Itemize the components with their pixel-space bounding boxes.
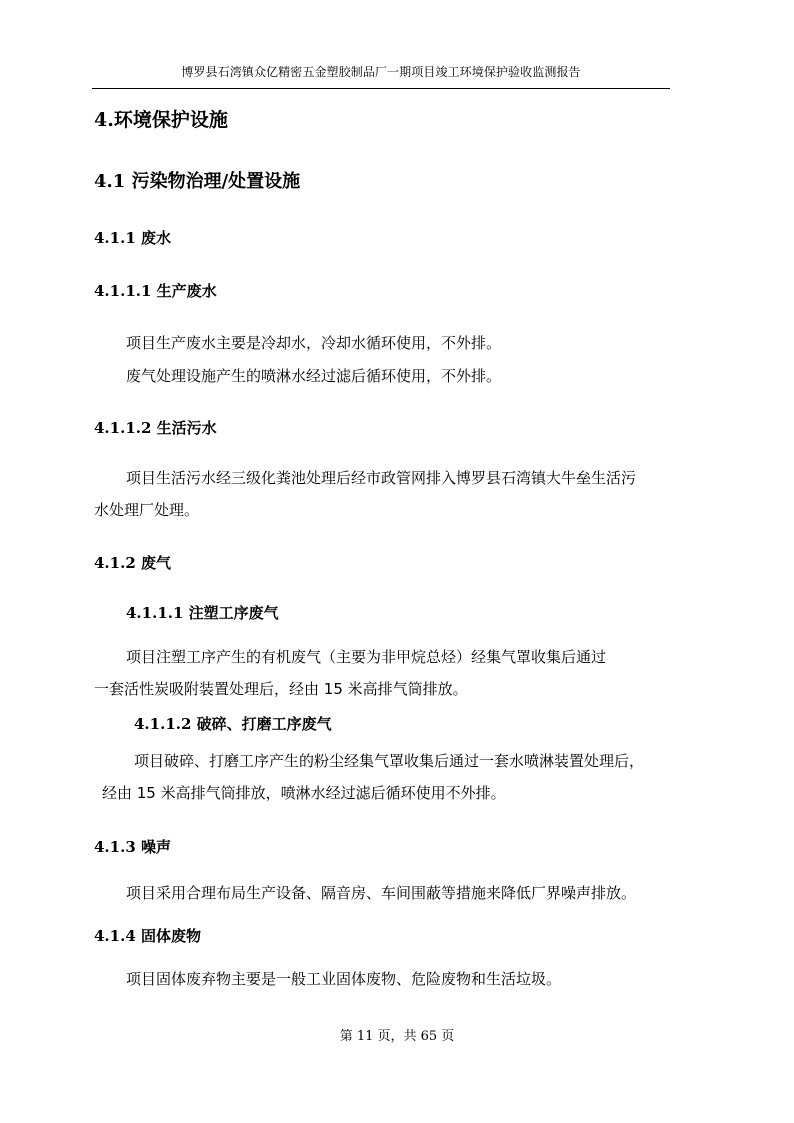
section-title: 4.环境保护设施 xyxy=(94,109,228,131)
paragraph-line: 项目注塑工序产生的有机废气（主要为非甲烷总烃）经集气罩收集后通过 xyxy=(126,648,607,666)
paragraph-line: 项目固体废弃物主要是一般工业固体废物、危险废物和生活垃圾。 xyxy=(126,970,562,988)
paragraph-line: 项目生产废水主要是冷却水，冷却水循环使用，不外排。 xyxy=(126,334,502,352)
wastewater-heading: 4.1.1 废水 xyxy=(94,229,171,247)
paragraph-line: 一套活性炭吸附装置处理后，经由 15 米高排气筒排放。 xyxy=(94,680,468,698)
paragraph-line: 项目生活污水经三级化粪池处理后经市政管网排入博罗县石湾镇大牛垒生活污 xyxy=(126,469,637,487)
page-number: 第 11 页，共 65 页 xyxy=(339,1029,455,1044)
subsection-title: 4.1 污染物治理/处置设施 xyxy=(94,171,301,192)
injection-gas-heading: 4.1.1.1 注塑工序废气 xyxy=(126,604,279,622)
header-divider xyxy=(92,88,670,89)
crushing-gas-heading: 4.1.1.2 破碎、打磨工序废气 xyxy=(134,715,332,733)
waste-gas-heading: 4.1.2 废气 xyxy=(94,554,171,572)
running-header: 博罗县石湾镇众亿精密五金塑胶制品厂一期项目竣工环境保护验收监测报告 xyxy=(181,65,581,79)
domestic-sewage-heading: 4.1.1.2 生活污水 xyxy=(94,419,217,437)
noise-heading: 4.1.3 噪声 xyxy=(94,838,171,856)
paragraph-line: 水处理厂处理。 xyxy=(94,501,200,519)
paragraph-line: 项目采用合理布局生产设备、隔音房、车间围蔽等措施来降低厂界噪声排放。 xyxy=(126,884,637,902)
production-wastewater-heading: 4.1.1.1 生产废水 xyxy=(94,282,217,300)
paragraph-line: 项目破碎、打磨工序产生的粉尘经集气罩收集后通过一套水喷淋装置处理后， xyxy=(134,752,645,770)
paragraph-line: 废气处理设施产生的喷淋水经过滤后循环使用，不外排。 xyxy=(126,367,502,385)
paragraph-line: 经由 15 米高排气筒排放，喷淋水经过滤后循环使用不外排。 xyxy=(102,784,506,802)
solid-waste-heading: 4.1.4 固体废物 xyxy=(94,927,201,945)
